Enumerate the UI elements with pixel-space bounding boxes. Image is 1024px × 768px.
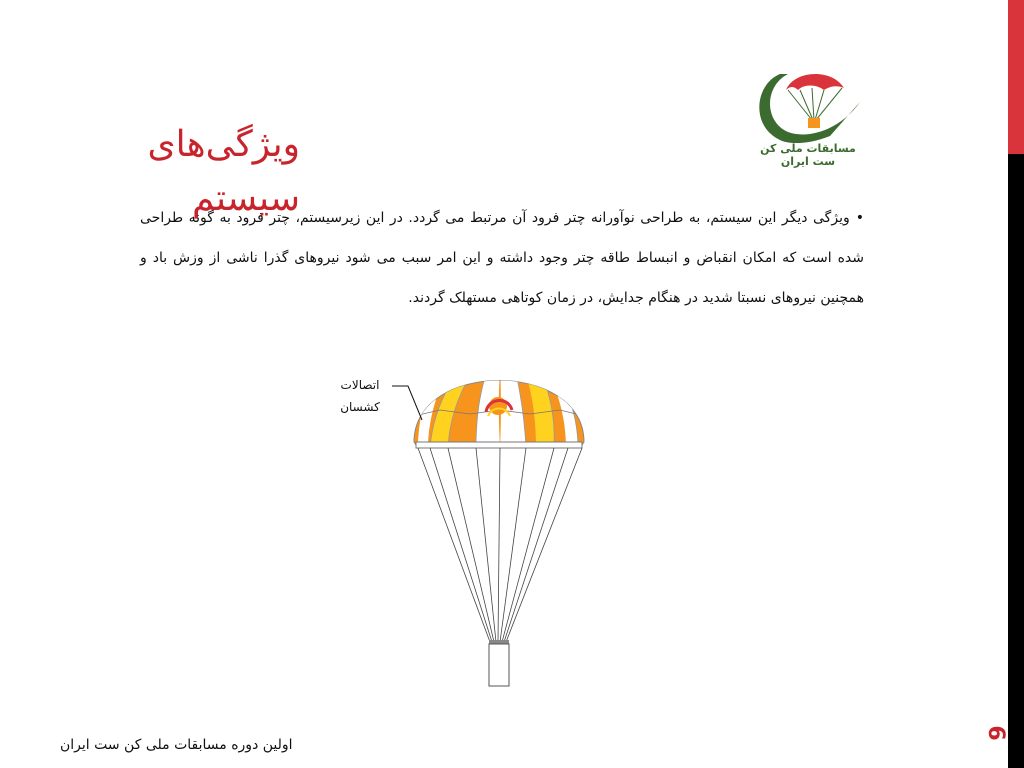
logo-caption: مسابقات ملی کن ست ایران [760, 142, 856, 168]
callout-line2: کشسان [340, 400, 380, 414]
page-number: 6 [983, 725, 1008, 741]
body-paragraph [140, 198, 864, 318]
footer-text: اولین دوره مسابقات ملی کن ست ایران [60, 737, 293, 753]
bullet-dot: • [855, 210, 864, 226]
elastic-connections-label [332, 374, 388, 418]
side-accent-black [1008, 154, 1024, 768]
callout-line1: اتصالات [340, 378, 380, 392]
body-text: ویژگی دیگر این سیستم، به طراحی نوآورانه چتر فرود آن مرتبط می گردد. در این زیرسیستم، چتر فرود به گونه طراحی شده است که امکان انقباض و انبساط طاقه چتر وجود داشته و این امر سبب می شود نیروهای گذرا ناشی از وزش باد و همچنین نیروهای نسبتا شدید در هنگام جدایش، در زمان کوتاهی مستهلک گردند. [140, 210, 864, 306]
slide-title: ویژگی‌های سیستم [147, 124, 300, 219]
side-accent-red [1008, 0, 1024, 154]
